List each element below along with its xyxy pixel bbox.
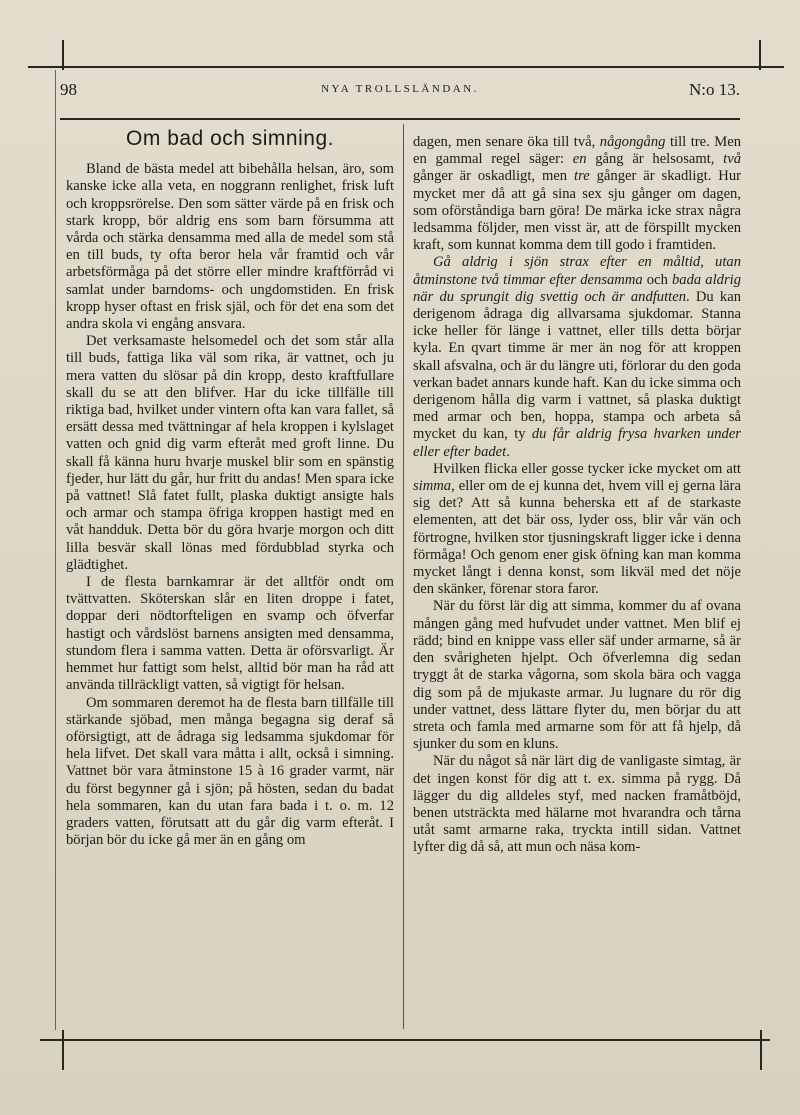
paragraph: Det verksamaste helsomedel och det som står alla till buds, fattiga lika väl som rika, är vattnet, och ju mera vatten du slösar på din kropp, desto kraftfullare skall du se att den blifver. Har du icke tillfälle till riktiga bad, hvilket under vintern ofta kan vara fallet, så ersätt dessa med tvättningar af hela kroppen i kylslaget vatten och gnid dig varm efteråt med groft linne. Du skall få känna huru hvarje muskel blir som en spänstig fjeder, hur lätt du går, hur fritt du andas! Men spara icke på vattnet! Slå fatet fullt, plaska duktigt ansigte hals och armar och stampa öfriga kroppen hastigt med en våt handduk. Detta bör du göra hvarje morgon och ditt lilla besvär skall lönas med fördubblad styrka och glädtighet. (66, 333, 394, 573)
crop-tick-tr (770, 66, 784, 68)
paragraph: Gå aldrig i sjön strax efter en måltid, utan åtminstone två timmar efter densamma och bada aldrig när du sprungit dig svettig och är andfutten. Du kan derigenom ådraga dig allvarsama sjukdomar. Stanna icke heller för länge i vattnet, eller tills detta börjar kyla. En qvart timme är mer än nog för att kroppen skall afsvalna, och är du längre uti, förlorar du den goda verkan badet annars kunde haft. Kan du icke simma och derigenom hålla dig varm i vattnet, så plaska duktigt med armar och ben, hoppa, stampa och arbeta så mycket du kan, ty du får aldrig frysa hvarken under eller efter badet. (413, 254, 741, 460)
paragraph: dagen, men senare öka till två, någongång till tre. Men en gammal regel säger: en gång är helsosamt, två gånger är oskadligt, men tre gånger är skadligt. Hur mycket mer då att gå sina sex sju gånger om dagen, som oförståndiga barn göra! De märka icke strax några ledsamma följder, men visst är, att de förspillt mycken kraft, som kunnat komma dem till godo i framtiden. (413, 134, 741, 254)
crop-line-bottom (40, 1039, 770, 1041)
crop-line-left-bottom (62, 1030, 64, 1070)
paragraph: Bland de bästa medel att bibehålla helsan, äro, som kanske icke alla veta, en noggrann renlighet, frisk luft och kroppsrörelse. Den som sätter värde på en frisk och stark kropp, bör aldrig ens som barn försumma att vårda och stärka densamma med alla de medel som stå en till buds, ty ofta beror hela vår framtid och vår arbetsförmåga på det större eller mindre kraftförråd vi samlat under barndoms- och ungdomstiden. En frisk kropp hyser oftast en frisk själ, och för det ena som det andra skola vi engång ansvara. (66, 161, 394, 333)
running-header (60, 80, 740, 104)
paragraph: Hvilken flicka eller gosse tycker icke mycket om att simma, eller om de ej kunna det, hvem vill ej gerna lära sig det? Att så kunna beherska ett af de starkaste elementen, att det bär oss, lyder oss, blir vår vän och förtrogne, hvilken stor tjusningskraft ligger icke i denna förmåga! Och genom ener gisk öfning kan man komma mycket långt i denna konst, som likväl med det nöje den skänker, förenar stora faror. (413, 460, 741, 598)
column-divider (403, 124, 404, 1029)
margin-line-left (55, 70, 56, 1030)
paragraph: I de flesta barnkamrar är det alltför ondt om tvättvatten. Sköterskan slår en liten droppe i fatet, doppar deri nödtorfteligen en svamp och öfverfar hastigt och vårdslöst barnens ansigten med densamma, stundom flera i samma vatten. Detta är oförsvarligt. Är hemmet hur fattigt som helst, alltid bör man ha råd att använda tillräckligt vatten, så vigtigt för helsan. (66, 574, 394, 694)
right-column (413, 134, 741, 857)
crop-line-right (759, 40, 761, 70)
paragraph: När du något så när lärt dig de vanligaste simtag, är det ingen konst för dig att t. ex. simma på rygg. Då lägger du dig alldeles styf, med nacken framåtböjd, benen utsträckta med hälarne mot hvarandra och tårna utåt samt armarne raka, tryckta intill sidan. Vattnet lyfter dig då så, att mun och näsa kom- (413, 753, 741, 856)
article-title: Om bad och simning. (126, 127, 334, 150)
page-number: 98 (60, 80, 77, 99)
crop-line-left (62, 40, 64, 70)
header-rule (60, 118, 740, 120)
crop-line-right-bottom (760, 1030, 762, 1070)
issue-number: N:o 13. (689, 80, 740, 99)
paragraph: Om sommaren deremot ha de flesta barn tillfälle till stärkande sjöbad, men många begagna sig deraf så oförsigtigt, att de ådraga sig ledsamma sjukdomar för hela lifvet. Det skall vara måtta i allt, också i simning. Vattnet bör vara åtminstone 15 à 16 grader varmt, när du först begynner gå i sjön; på hösten, sedan du badat hela sommaren, kan du utan fara bada i t. o. m. 12 graders vatten, förutsatt att du går dig varm efteråt. I början bör du icke gå mer än en gång om (66, 694, 394, 849)
paragraph: När du först lär dig att simma, kommer du af ovana mången gång med hufvudet under vattnet. Men blif ej rädd; bind en knippe vass eller säf under armarne, så är den svårigheten hjelpt. Och öfverlemna dig sedan tryggt åt de starka vågorna, som skola bära och vagga dig som på de mjukaste armar. Ju lugnare du rör dig under vattnet, dess lättare flyter du, men börjar du att streta och famla med armarne som för att få hjelp, då sjunker du som en kluns. (413, 598, 741, 753)
left-column (66, 128, 394, 849)
crop-tick-tl (28, 66, 42, 68)
journal-title: NYA TROLLSLÄNDAN. (321, 83, 479, 95)
crop-line-top (40, 66, 770, 68)
